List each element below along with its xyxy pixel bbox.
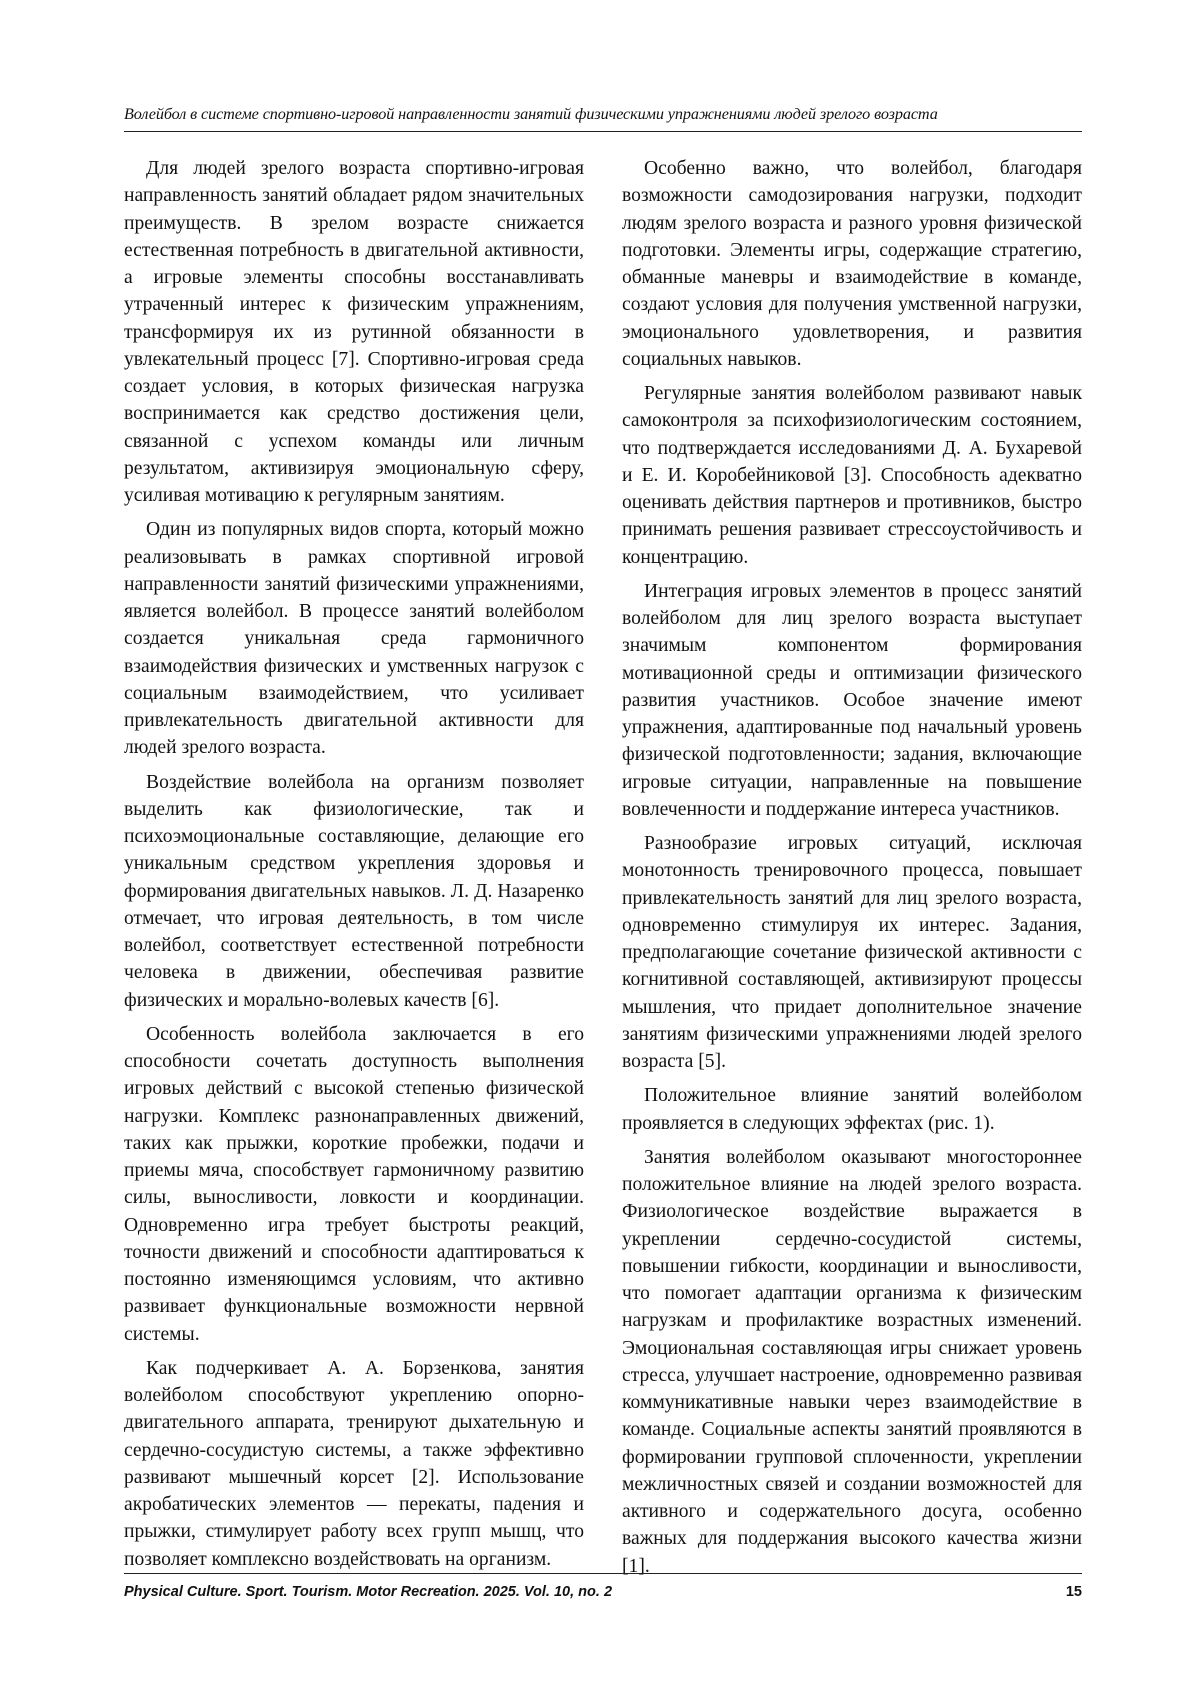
page-number: 15 [1065, 1584, 1082, 1600]
body-paragraph: Разнообразие игровых ситуаций, исключая монотонность тренировочного процесса, повышает привлекательность занятий для лиц зрелого возраста, одновременно стимулируя их интерес. Задания, предполагающие сочетание физической активности с когнитивной составляющей, активизируют процессы мышления, что придает дополнительное значение занятиям физическими упражнениями людей зрелого возраста [5]. [622, 833, 1082, 1072]
body-paragraph: Особенно важно, что волейбол, благодаря возможности самодозирования нагрузки, подходит людям зрелого возраста и разного уровня физической подготовки. Элементы игры, содержащие стратегию, обманные маневры и взаимодействие в команде, создают условия для получения умственной нагрузки, эмоционального удовлетворения, и развития социальных навыков. [622, 158, 1082, 370]
left-column [124, 155, 584, 1580]
body-paragraph: Занятия волейболом оказывают многостороннее положительное влияние на людей зрелого возраста. Физиологическое воздействие выражается в укреплении сердечно-сосудистой системы, повышении гибкости, координации и выносливости, что помогает адаптации организма к физическим нагрузкам и профилактике возрастных изменений. Эмоциональная составляющая игры снижает уровень стресса, улучшает настроение, одновременно развивая коммуникативные навыки через взаимодействие в команде. Социальные аспекты занятий проявляются в формировании групповой сплоченности, укреплении межличностных связей и создании возможностей для активного и содержательного досуга, особенно важных для поддержания высокого качества жизни [1]. [622, 1146, 1082, 1577]
footer-divider [124, 1573, 1082, 1574]
body-paragraph: Как подчеркивает А. А. Борзенкова, занятия волейболом способствуют укреплению опорно-двигательного аппарата, тренируют дыхательную и сердечно-сосудистую системы, а также эффективно развивают мышечный корсет [2]. Использование акробатических элементов — перекаты, падения и прыжки, стимулирует работу всех групп мышц, что позволяет комплексно воздействовать на организм. [124, 1357, 584, 1570]
body-paragraph: Интеграция игровых элементов в процесс занятий волейболом для лиц зрелого возраста выступает значимым компонентом формирования мотивационной среды и оптимизации физического развития участников. Особое значение имеют упражнения, адаптированные под начальный уровень физической подготовленности; задания, включающие игровые ситуации, направленные на повышение вовлеченности и поддержание интереса участников. [622, 580, 1082, 820]
running-header-title: Волейбол в системе спортивно-игровой направленности занятий физическими упражнениями людей зрелого возраста [124, 105, 938, 123]
body-paragraph: Положительное влияние занятий волейболом проявляется в следующих эффектах (рис. 1). [622, 1085, 1082, 1134]
body-paragraph: Воздействие волейбола на организм позволяет выделить как физиологические, так и психоэмоциональные составляющие, делающие его уникальным средством укрепления здоровья и формирования двигательных навыков. Л. Д. Назаренко отмечает, что игровая деятельность, в том числе волейбол, соответствует естественной потребности человека в движении, обеспечивая развитие физических и морально-волевых качеств [6]. [124, 771, 584, 1011]
header-divider [124, 131, 1082, 132]
right-column [622, 155, 1082, 1587]
footer-journal-citation: Physical Culture. Sport. Tourism. Motor Recreation. 2025. Vol. 10, no. 2 [124, 1584, 613, 1600]
body-paragraph: Для людей зрелого возраста спортивно-игровая направленность занятий обладает рядом значительных преимуществ. В зрелом возрасте снижается естественная потребность в двигательной активности, а игровые элементы способны восстанавливать утраченный интерес к физическим упражнениям, трансформируя их из рутинной обязанности в увлекательный процесс [7]. Спортивно-игровая среда создает условия, в которых физическая нагрузка воспринимается как средство достижения цели, связанной с успехом команды или личным результатом, активизируя эмоциональную сферу, усиливая мотивацию к регулярным занятиям. [124, 158, 584, 506]
body-paragraph: Один из популярных видов спорта, который можно реализовывать в рамках спортивной игровой направленности занятий физическими упражнениями, является волейбол. В процессе занятий волейболом создается уникальная среда гармоничного взаимодействия физических и умственных нагрузок с социальным взаимодействием, что усиливает привлекательность двигательной активности для людей зрелого возраста. [124, 519, 584, 759]
body-paragraph: Регулярные занятия волейболом развивают навык самоконтроля за психофизиологическим состоянием, что подтверждается исследованиями Д. А. Бухаревой и Е. И. Коробейниковой [3]. Способность адекватно оценивать действия партнеров и противников, быстро принимать решения развивает стрессоустойчивость и концентрацию. [622, 383, 1082, 568]
body-paragraph: Особенность волейбола заключается в его способности сочетать доступность выполнения игровых действий с высокой степенью физической нагрузки. Комплекс разнонаправленных движений, таких как прыжки, короткие пробежки, подачи и приемы мяча, способствует гармоничному развитию силы, выносливости, ловкости и координации. Одновременно игра требует быстроты реакций, точности движений и способности адаптироваться к постоянно изменяющимся условиям, что активно развивает функциональные возможности нервной системы. [124, 1023, 584, 1345]
